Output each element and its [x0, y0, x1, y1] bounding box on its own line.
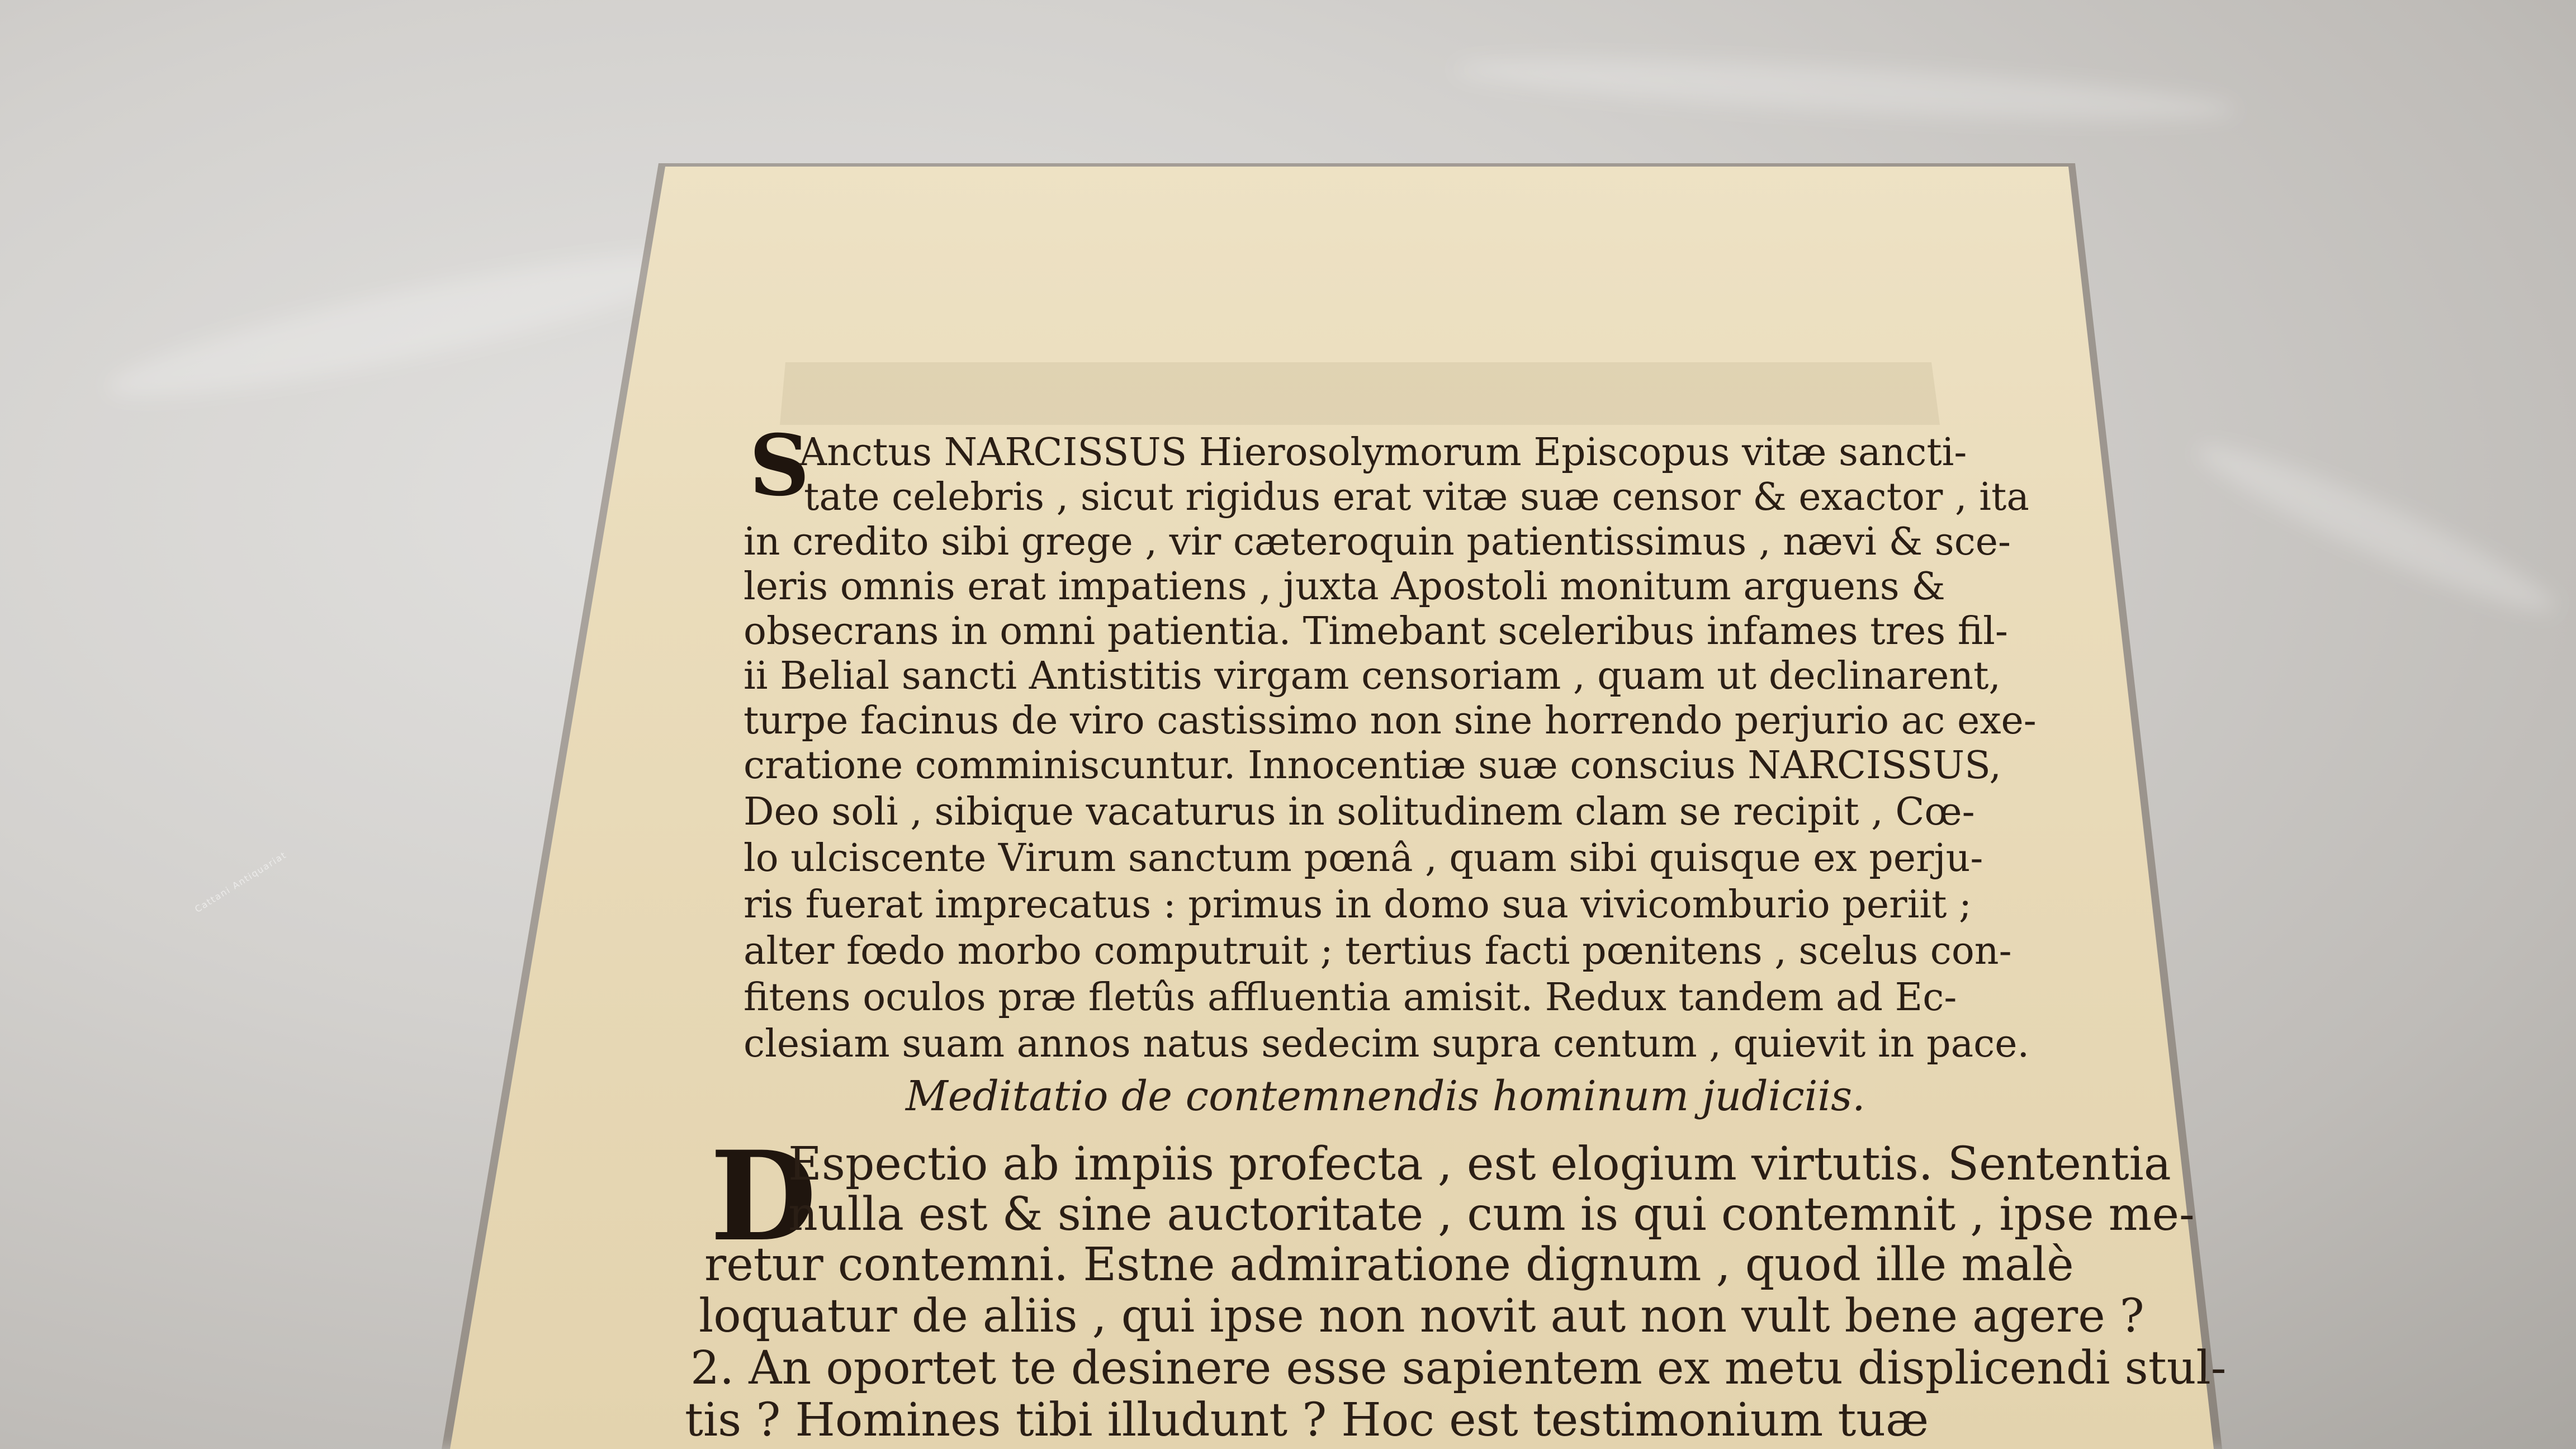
main-drop-cap: D: [710, 1124, 817, 1268]
intro-line: leris omnis erat impatiens , juxta Apostoli monitum arguens &: [744, 565, 1945, 609]
intro-line: clesiam suam annos natus sedecim supra centum , quievit in pace.: [744, 1022, 2030, 1066]
intro-line: fitens oculos præ fletûs affluentia amisit. Redux tandem ad Ec-: [744, 976, 1957, 1020]
intro-line: cratione comminiscuntur. Innocentiæ suæ conscius NARCISSUS,: [744, 744, 2001, 788]
section-heading: Meditatio de contemnendis hominum judiciis.: [906, 1072, 1865, 1120]
main-line: Espectio ab impiis profecta , est elogium virtutis. Sententia: [788, 1138, 2171, 1191]
intro-line: ris fuerat imprecatus : primus in domo sua vivicomburio periit ;: [744, 883, 1972, 927]
intro-line: tate celebris , sicut rigidus erat vitæ suæ censor & exactor , ita: [804, 475, 2029, 519]
intro-line: lo ulciscente Virum sanctum pœnâ , quam sibi quisque ex perju-: [744, 836, 1983, 880]
photo-watermark: Cattani Antiquariat: [193, 849, 289, 915]
intro-line: Deo soli , sibique vacaturus in solitudinem clam se recipit , Cœ-: [744, 790, 1975, 834]
main-line: retur contemni. Estne admiratione dignum , quod ille malè: [704, 1238, 2074, 1291]
intro-line: obsecrans in omni patientia. Timebant sceleribus infames tres fil-: [744, 609, 2008, 654]
intro-line: Anctus NARCISSUS Hierosolymorum Episcopus vitæ sancti-: [799, 430, 1967, 475]
intro-line: turpe facinus de viro castissimo non sine horrendo perjurio ac exe-: [744, 699, 2037, 743]
main-line: tis ? Homines tibi illudunt ? Hoc est testimonium tuæ: [685, 1394, 1929, 1447]
intro-line: ii Belial sancti Antistitis virgam censoriam , quam ut declinarent,: [744, 654, 2001, 698]
intro-line: alter fœdo morbo computruit ; tertius facti pœnitens , scelus con-: [744, 929, 2012, 973]
main-line: loquatur de aliis , qui ipse non novit aut non vult bene agere ?: [699, 1290, 2144, 1343]
intro-drop-cap: S: [749, 416, 810, 515]
intro-line: in credito sibi grege , vir cæteroquin patientissimus , nævi & sce-: [744, 520, 2011, 564]
main-line: 2. An oportet te desinere esse sapientem ex metu displicendi stul-: [690, 1342, 2227, 1395]
main-line: nulla est & sine auctoritate , cum is qui contemnit , ipse me-: [788, 1188, 2195, 1241]
